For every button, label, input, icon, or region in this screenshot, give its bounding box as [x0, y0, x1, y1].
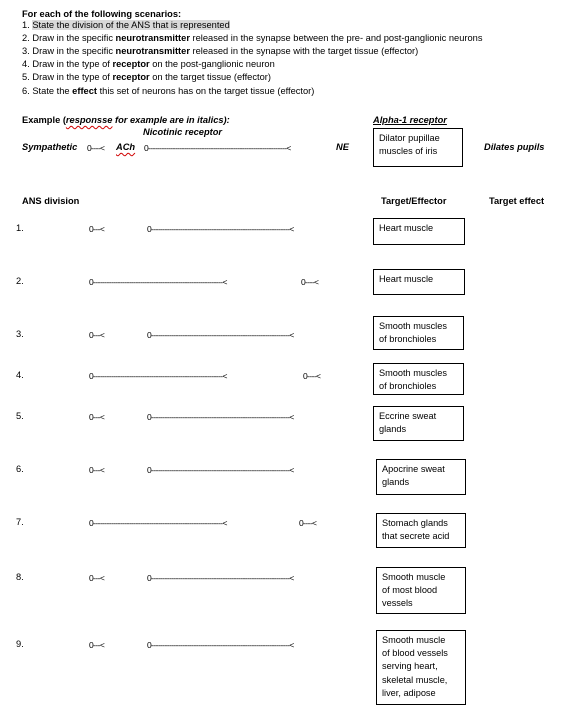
postganglionic-neuron: 0----< [301, 277, 319, 287]
preganglionic-neuron: 0---< [89, 224, 105, 234]
instruction-text: this set of neurons has on the target tissue (effector) [96, 86, 315, 96]
example-ne: NE [336, 142, 349, 152]
postganglionic-neuron: 0--------------------------------------------------------------< [147, 573, 294, 583]
header-effect: Target effect [489, 196, 545, 206]
postganglionic-neuron: 0----< [303, 371, 321, 381]
instruction-text: Draw in the specific [32, 33, 116, 43]
target-line: Smooth muscle [382, 572, 446, 582]
target-line: of bronchioles [379, 381, 437, 392]
preganglionic-neuron: 0---< [89, 640, 105, 650]
instruction-text: Draw in the type of [32, 72, 113, 82]
instruction-text: on the target tissue (effector) [149, 72, 271, 82]
target-box [376, 513, 466, 548]
instructions-heading: For each of the following scenarios: [22, 9, 182, 19]
example-division: Sympathetic [22, 142, 78, 152]
scenario-number: 4. [16, 370, 24, 380]
example-postganglionic-neuron: 0--------------------------------------------------------------< [144, 143, 291, 153]
preganglionic-neuron: 0----------------------------------------------------------< [89, 277, 227, 287]
instruction-text: released in the synapse with the target tissue (effector) [189, 46, 419, 56]
instruction-5 [22, 72, 271, 83]
instruction-keyword: receptor [112, 59, 150, 69]
instruction-3 [22, 46, 418, 57]
target-line: Smooth muscles [379, 321, 447, 331]
instruction-number: 5. [22, 72, 30, 82]
example-effect: Dilates pupils [484, 142, 545, 152]
example-ach: ACh [116, 142, 136, 152]
target-box [376, 630, 466, 705]
target-line: liver, adipose [382, 687, 436, 698]
example-label-misspelled: responsse [65, 115, 113, 125]
target-line: skeletal muscle, [382, 674, 448, 685]
target-box [373, 218, 465, 245]
target-line: Smooth muscle [382, 635, 446, 645]
example-target-box [373, 128, 463, 167]
target-line: glands [382, 477, 410, 488]
target-line: of bronchioles [379, 334, 437, 345]
example-preganglionic-neuron: 0----< [87, 143, 105, 153]
scenario-number: 5. [16, 411, 24, 421]
target-line: that secrete acid [382, 531, 450, 542]
instruction-6 [22, 86, 314, 97]
header-target: Target/Effector [381, 196, 447, 206]
target-line: serving heart, [382, 661, 438, 672]
scenario-number: 1. [16, 223, 24, 233]
instruction-text: on the post-ganglionic neuron [149, 59, 275, 69]
preganglionic-neuron: 0---< [89, 330, 105, 340]
target-line: glands [379, 424, 407, 435]
target-line: muscles of iris [379, 146, 438, 157]
instruction-number: 3. [22, 46, 30, 56]
target-line: Eccrine sweat [379, 411, 437, 421]
target-line: Stomach glands [382, 518, 448, 528]
instruction-text: Draw in the type of [32, 59, 113, 69]
target-box [373, 316, 464, 350]
target-line: Heart muscle [379, 274, 434, 284]
instruction-text: State the [32, 86, 73, 96]
instruction-number: 1. [22, 20, 30, 30]
scenario-number: 2. [16, 276, 24, 286]
instruction-number: 2. [22, 33, 30, 43]
postganglionic-neuron: 0--------------------------------------------------------------< [147, 224, 294, 234]
instruction-keyword: neurotransmitter [115, 46, 190, 56]
instruction-number: 4. [22, 59, 30, 69]
instruction-keyword: neurotransmitter [115, 33, 190, 43]
preganglionic-neuron: 0---< [89, 465, 105, 475]
instruction-1 [22, 20, 230, 31]
instruction-text: Draw in the specific [32, 46, 116, 56]
target-line: Apocrine sweat [382, 464, 445, 474]
target-box [373, 363, 464, 395]
scenario-number: 6. [16, 464, 24, 474]
postganglionic-neuron: 0--------------------------------------------------------------< [147, 640, 294, 650]
scenario-number: 8. [16, 572, 24, 582]
example-label-text: Example ( [22, 115, 66, 125]
preganglionic-neuron: 0----------------------------------------------------------< [89, 518, 227, 528]
example-label-text: for example are in italics): [112, 115, 230, 125]
postganglionic-neuron: 0----< [299, 518, 317, 528]
postganglionic-neuron: 0--------------------------------------------------------------< [147, 330, 294, 340]
instruction-text: State the division of the ANS that is represented [32, 20, 230, 30]
instruction-keyword: effect [72, 86, 97, 96]
preganglionic-neuron: 0---< [89, 412, 105, 422]
target-line: vessels [382, 598, 413, 609]
instruction-keyword: receptor [112, 72, 150, 82]
target-line: Smooth muscles [379, 368, 447, 378]
target-box [376, 459, 466, 495]
scenario-number: 9. [16, 639, 24, 649]
postganglionic-neuron: 0--------------------------------------------------------------< [147, 465, 294, 475]
header-ans-division: ANS division [22, 196, 80, 206]
example-alpha-receptor: Alpha-1 receptor [373, 115, 447, 125]
scenario-number: 3. [16, 329, 24, 339]
target-box [373, 269, 465, 295]
instruction-2 [22, 33, 482, 44]
example-label [22, 115, 230, 126]
target-box [373, 406, 464, 441]
target-box [376, 567, 466, 614]
postganglionic-neuron: 0--------------------------------------------------------------< [147, 412, 294, 422]
instruction-4 [22, 59, 275, 70]
target-line: Heart muscle [379, 223, 434, 233]
preganglionic-neuron: 0----------------------------------------------------------< [89, 371, 227, 381]
target-line: of blood vessels [382, 648, 448, 659]
instruction-text: released in the synapse between the pre- and post-ganglionic neurons [189, 33, 483, 43]
instruction-number: 6. [22, 86, 30, 96]
target-line: of most blood [382, 585, 438, 596]
example-nicotinic-receptor: Nicotinic receptor [143, 127, 223, 137]
scenario-number: 7. [16, 517, 24, 527]
preganglionic-neuron: 0---< [89, 573, 105, 583]
target-line: Dilator pupillae [379, 133, 440, 143]
